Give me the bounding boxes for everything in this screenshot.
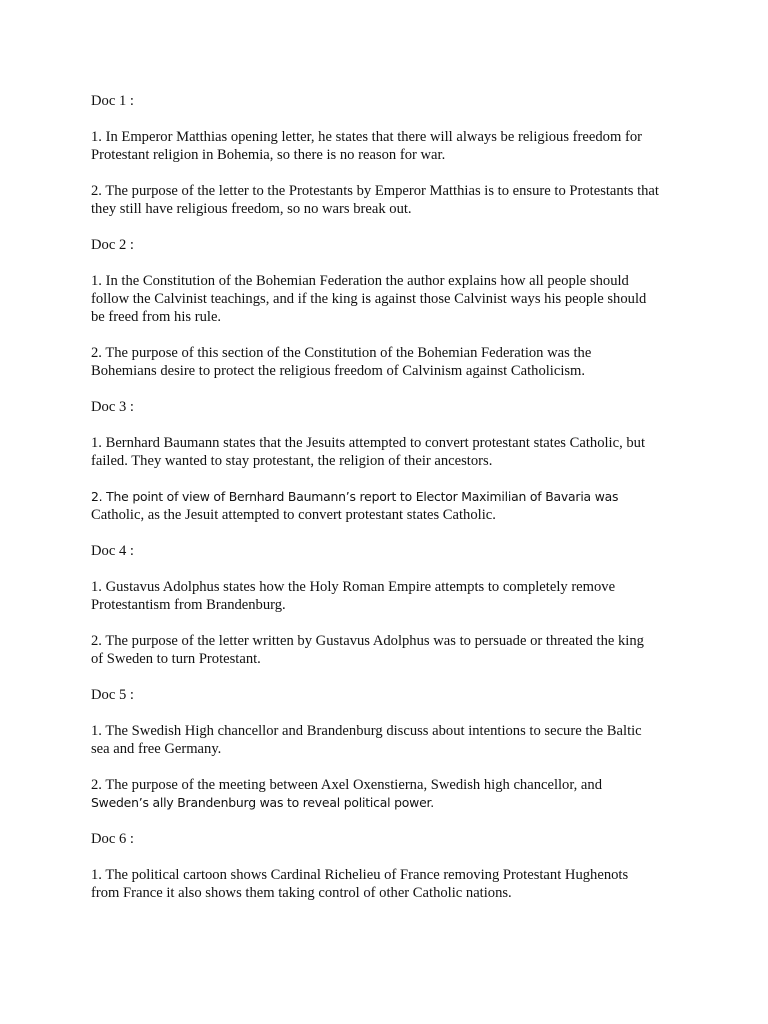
text-line: follow the Calvinist teachings, and if the king is against those Calvinist ways his people should	[91, 291, 647, 307]
doc-5-heading: Doc 5 :	[91, 687, 134, 703]
doc-4-answer-1	[91, 578, 691, 614]
text-line: they still have religious freedom, so no wars break out.	[91, 201, 412, 217]
text-line: 1. Gustavus Adolphus states how the Holy Roman Empire attempts to completely remove	[91, 579, 616, 595]
text-line: of Sweden to turn Protestant.	[91, 651, 261, 667]
doc-5-answer-2	[91, 776, 691, 812]
text-line: 1. The political cartoon shows Cardinal Richelieu of France removing Protestant Hughenots	[91, 867, 629, 883]
doc-5-answer-1	[91, 722, 691, 758]
text-line: from France it also shows them taking control of other Catholic nations.	[91, 885, 512, 901]
doc-1-heading: Doc 1 :	[91, 93, 134, 109]
text-line: Catholic, as the Jesuit attempted to convert protestant states Catholic.	[91, 507, 496, 523]
doc-1-answer-1	[91, 128, 691, 164]
text-line: Protestant religion in Bohemia, so there is no reason for war.	[91, 147, 446, 163]
doc-2-answer-1	[91, 272, 691, 326]
text-line: 1. Bernhard Baumann states that the Jesuits attempted to convert protestant states Catholic, but	[91, 435, 646, 451]
doc-4-heading: Doc 4 :	[91, 543, 134, 559]
document-page	[91, 92, 691, 920]
doc-6-answer-1	[91, 866, 691, 902]
text-line: Bohemians desire to protect the religious freedom of Calvinism against Catholicism.	[91, 363, 586, 379]
text-line: be freed from his rule.	[91, 309, 222, 325]
doc-3-heading: Doc 3 :	[91, 399, 134, 415]
doc-3-answer-1	[91, 434, 691, 470]
doc-1-answer-2	[91, 182, 691, 218]
text-line: sea and free Germany.	[91, 741, 222, 757]
doc-2-answer-2	[91, 344, 691, 380]
doc-6-heading: Doc 6 :	[91, 831, 134, 847]
text-line: 2. The point of view of Bernhard Baumann’s report to Elector Maximilian of Bavaria was	[91, 489, 619, 504]
text-line: 1. In the Constitution of the Bohemian Federation the author explains how all people should	[91, 273, 629, 289]
text-line: Protestantism from Brandenburg.	[91, 597, 286, 613]
doc-4-answer-2	[91, 632, 691, 668]
text-line: 1. In Emperor Matthias opening letter, he states that there will always be religious freedom for	[91, 129, 642, 145]
doc-3-answer-2	[91, 488, 691, 524]
doc-2-heading: Doc 2 :	[91, 237, 134, 253]
text-line: 1. The Swedish High chancellor and Brandenburg discuss about intentions to secure the Baltic	[91, 723, 642, 739]
text-line: 2. The purpose of the letter written by Gustavus Adolphus was to persuade or threated the king	[91, 633, 644, 649]
text-line: 2. The purpose of this section of the Constitution of the Bohemian Federation was the	[91, 345, 592, 361]
text-line: failed. They wanted to stay protestant, the religion of their ancestors.	[91, 453, 493, 469]
text-line: Sweden’s ally Brandenburg was to reveal political power.	[91, 795, 435, 810]
text-line: 2. The purpose of the meeting between Axel Oxenstierna, Swedish high chancellor, and	[91, 777, 603, 793]
text-line: 2. The purpose of the letter to the Protestants by Emperor Matthias is to ensure to Protestants that	[91, 183, 659, 199]
